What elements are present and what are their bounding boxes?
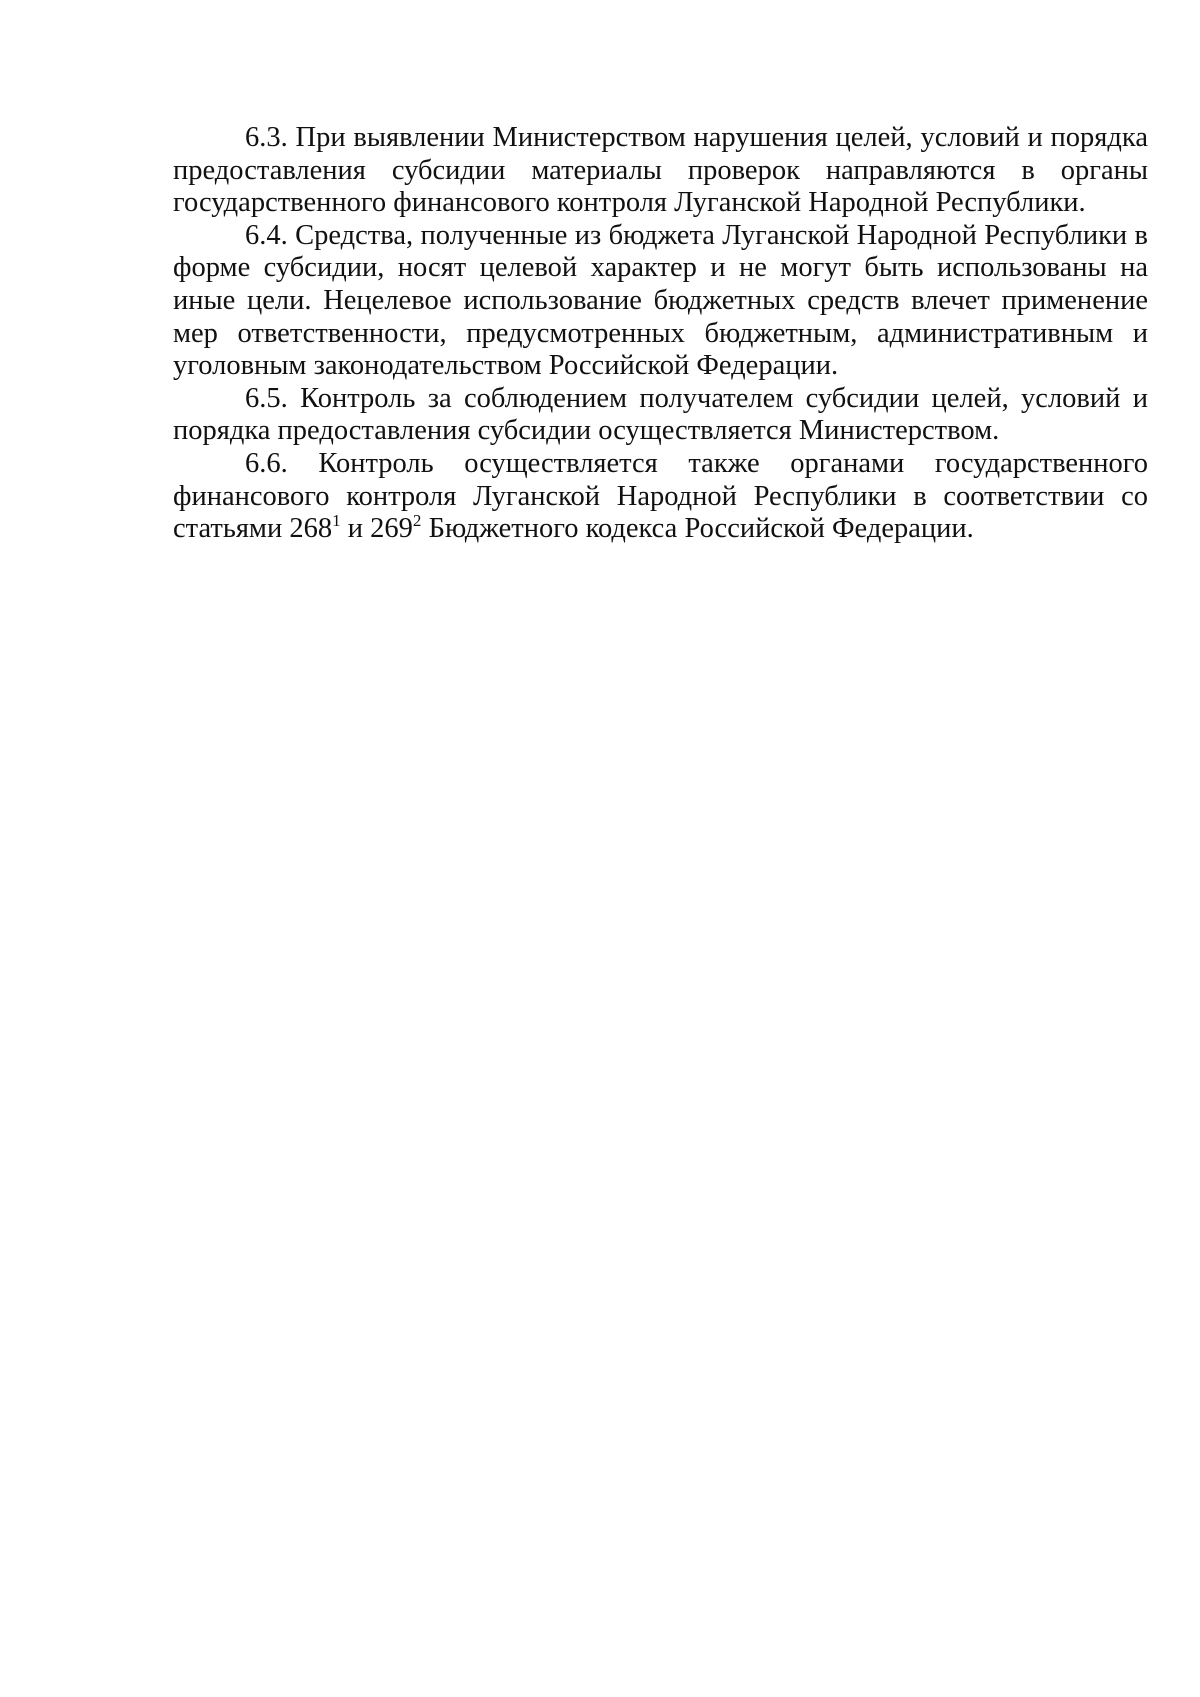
- paragraph-text: Средства, полученные из бюджета Луганской Народной Республики в форме субсидии, носят целевой характер и не могут быть использованы на иные цели. Нецелевое использование бюджетных средств влечет применение мер ответственности, предусмотренных бюджетным, административным и уголовным законодательством Российской Федерации.: [173, 219, 1148, 382]
- paragraph-6-4: [173, 220, 1148, 383]
- article-superscript: 2: [412, 510, 422, 530]
- paragraph-text: При выявлении Министерством нарушения целей, условий и порядка предоставления субсидии материалы проверок направляются в органы государственного финансового контроля Луганской Народной Республики.: [173, 122, 1148, 219]
- paragraph-text: Контроль осуществляется также органами государственного финансового контроля Луганской Народной Республики в соответствии со статьями 268: [173, 447, 1148, 545]
- paragraph-number: 6.5.: [245, 382, 288, 414]
- paragraph-6-6: [173, 448, 1148, 546]
- paragraph-6-3: [173, 122, 1148, 220]
- paragraph-number: 6.4.: [245, 219, 288, 251]
- paragraph-6-5: [173, 383, 1148, 448]
- article-superscript: 1: [332, 510, 341, 530]
- document-body: [173, 122, 1148, 546]
- paragraph-number: 6.6.: [245, 447, 288, 479]
- paragraph-text: и 269: [340, 513, 413, 545]
- paragraph-text: Бюджетного кодекса Российской Федерации.: [421, 513, 974, 545]
- paragraph-number: 6.3.: [245, 122, 288, 153]
- paragraph-text: Контроль за соблюдением получателем субсидии целей, условий и порядка предоставления субсидии осуществляется Министерством.: [173, 382, 1148, 447]
